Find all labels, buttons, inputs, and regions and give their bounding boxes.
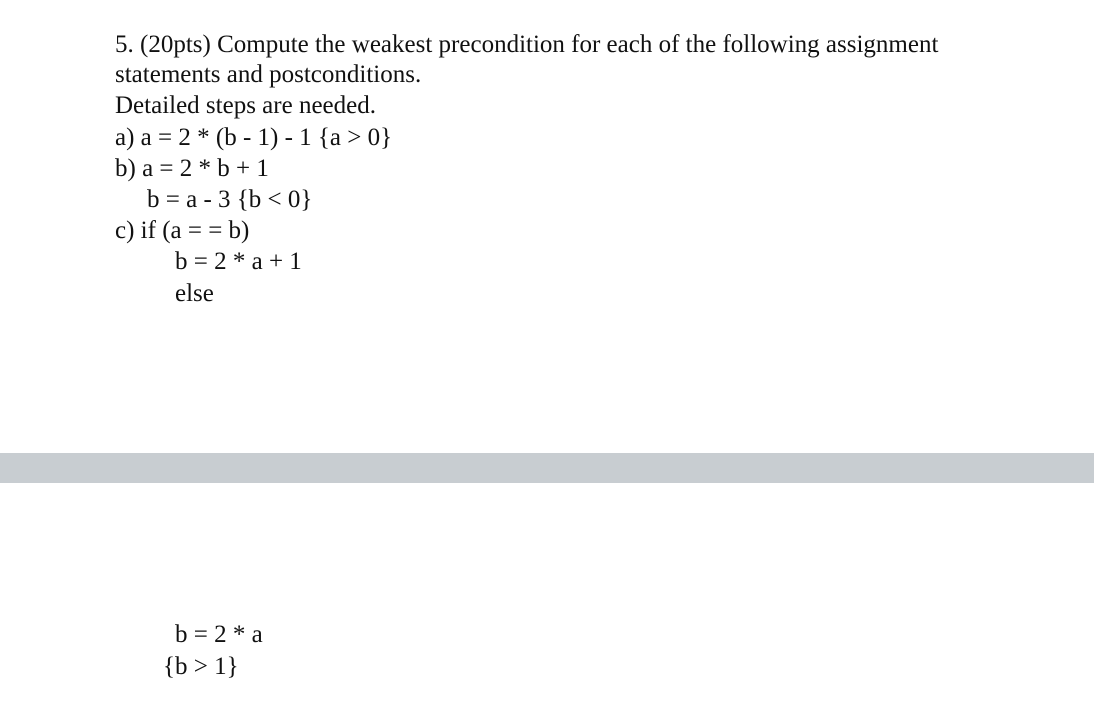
question-line-3: Detailed steps are needed. xyxy=(115,92,376,119)
question-line-2: statements and postconditions. xyxy=(115,61,422,88)
part-b-line-2: b = a - 3 {b < 0} xyxy=(147,186,313,213)
page-break-divider xyxy=(0,453,1094,483)
part-c-line-2: b = 2 * a + 1 xyxy=(175,248,302,275)
part-c-line-5: {b > 1} xyxy=(163,653,239,680)
question-line-1: 5. (20pts) Compute the weakest precondition for each of the following assignment xyxy=(115,31,939,58)
part-a: a) a = 2 * (b - 1) - 1 {a > 0} xyxy=(115,124,393,151)
part-c-line-4: b = 2 * a xyxy=(175,621,263,648)
part-c-line-1: c) if (a = = b) xyxy=(115,217,250,244)
part-b-line-1: b) a = 2 * b + 1 xyxy=(115,155,269,182)
part-c-line-3: else xyxy=(175,280,214,307)
